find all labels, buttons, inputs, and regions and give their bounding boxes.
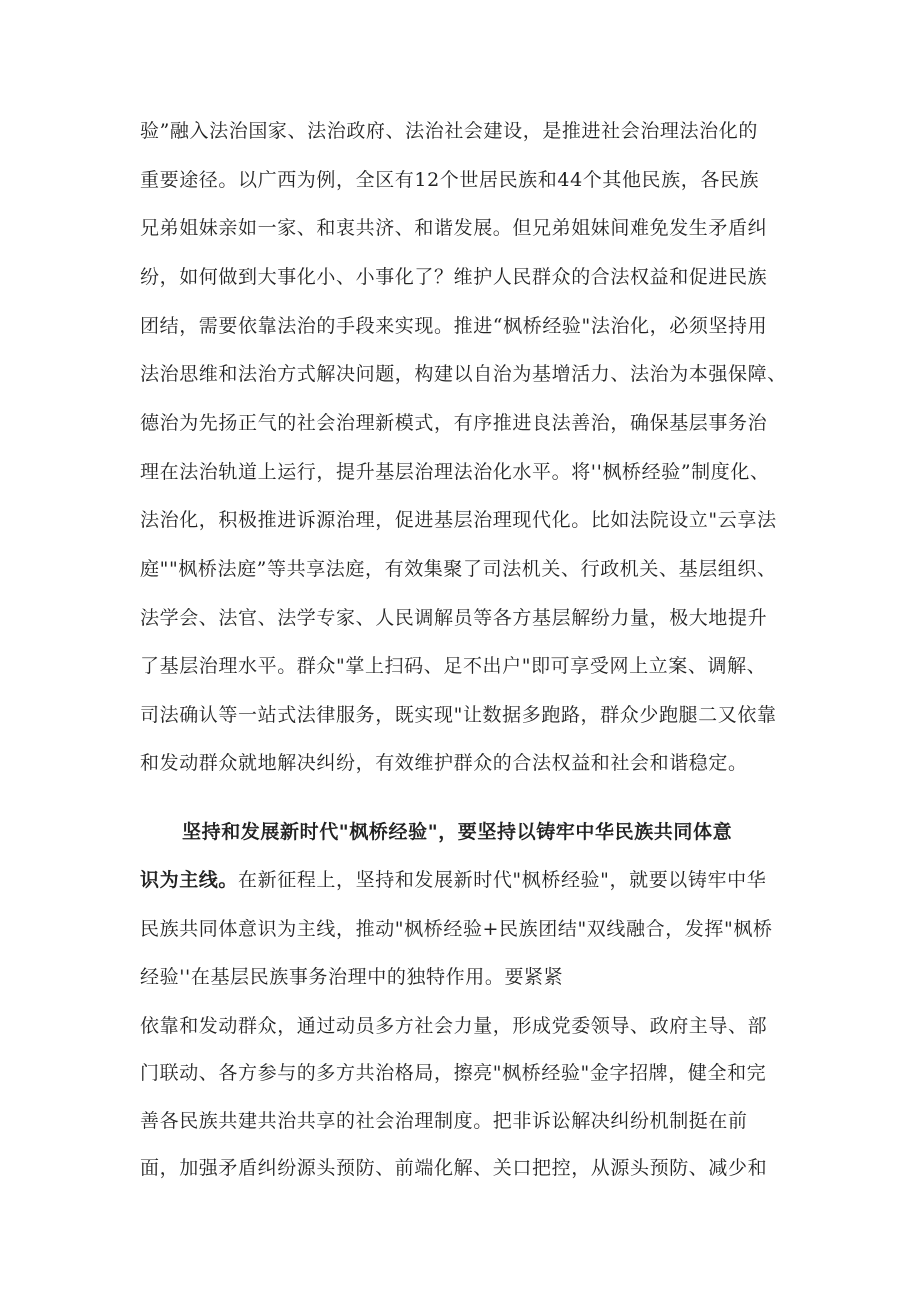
paragraph-2-line-4: 经验''在基层民族事务治理中的独特作用。要紧紧 xyxy=(140,966,564,988)
paragraph-2-line-2 xyxy=(140,868,766,892)
paragraph-1-line-5: 团结，需要依靠法治的手段来实现。推进“枫桥经验"法治化，必须坚持用 xyxy=(140,315,768,337)
paragraph-1-line-6: 法治思维和法治方式解决问题，构建以自治为基增活力、法治为本强保障、 xyxy=(140,363,787,385)
paragraph-1-line-11: 法学会、法官、法学专家、人民调解员等各方基层解纷力量，极大地提升 xyxy=(140,607,768,629)
paragraph-1-line-9: 法治化，积极推进诉源治理，促进基层治理现代化。比如法院设立"云享法 xyxy=(140,509,777,531)
paragraph-2-heading-line-1: 坚持和发展新时代"枫桥经验"，要坚持以铸牢中华民族共同体意 xyxy=(182,821,733,843)
paragraph-2-line-6: 门联动、各方参与的多方共治格局，擦亮"枫桥经验"金字招牌，健全和完 xyxy=(140,1062,767,1084)
paragraph-1-line-3: 兄弟姐妹亲如一家、和衷共济、和谐发展。但兄弟姐妹间难免发生矛盾纠 xyxy=(140,217,768,239)
paragraph-2-line-7: 善各民族共建共治共享的社会治理制度。把非诉讼解决纠纷机制挺在前 xyxy=(140,1110,748,1132)
paragraph-1-line-8: 理在法治轨道上运行，提升基层治理法治化水平。将''枫桥经验”制度化、 xyxy=(140,461,770,483)
paragraph-1-line-12: 了基层治理水平。群众"掌上扫码、足不出户"即可享受网上立案、调解、 xyxy=(140,655,767,677)
paragraph-2-line-2-rest: 在新征程上，坚持和发展新时代"枫桥经验"，就要以铸牢中华 xyxy=(238,869,767,891)
paragraph-1-line-13: 司法确认等一站式法律服务，既实现"让数据多跑路，群众少跑腿二又依靠 xyxy=(140,704,777,726)
paragraph-1-line-2: 重要途径。以广西为例，全区有12个世居民族和44个其他民族，各民族 xyxy=(140,169,760,191)
paragraph-1-line-1: 验”融入法治国家、法治政府、法治社会建设，是推进社会治理法治化的 xyxy=(140,120,758,142)
paragraph-1-line-10: 庭""枫桥法庭”等共享法庭，有效集聚了司法机关、行政机关、基层组织、 xyxy=(140,558,777,580)
paragraph-2-line-5: 依靠和发动群众，通过动员多方社会力量，形成党委领导、政府主导、部 xyxy=(140,1015,768,1037)
paragraph-2-line-8: 面，加强矛盾纠纷源头预防、前端化解、关口把控，从源头预防、减少和 xyxy=(140,1157,768,1179)
paragraph-1-line-14: 和发动群众就地解决纠纷，有效维护群众的合法权益和社会和谐稳定。 xyxy=(140,752,748,774)
paragraph-1-line-4: 纷，如何做到大事化小、小事化了？维护人民群众的合法权益和促进民族 xyxy=(140,266,768,288)
paragraph-2-heading-line-2: 识为主线。 xyxy=(140,869,239,891)
paragraph-2-line-3: 民族共同体意识为主线，推动"枫桥经验+民族团结"双线融合，发挥"枫桥 xyxy=(140,918,773,940)
paragraph-1-line-7: 德治为先扬正气的社会治理新模式，有序推进良法善治，确保基层事务治 xyxy=(140,412,768,434)
